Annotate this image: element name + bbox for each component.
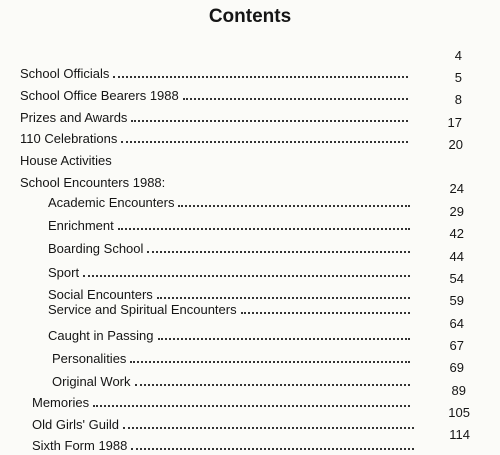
dot-leader <box>135 384 410 386</box>
toc-entry-caught-in-passing <box>48 325 410 343</box>
dot-leader <box>241 312 410 314</box>
entry-label: House Activities <box>20 153 112 168</box>
dot-leader <box>131 448 414 450</box>
entry-label: Service and Spiritual Encounters <box>48 302 237 317</box>
entry-label: Caught in Passing <box>48 328 154 343</box>
page-number: 8 <box>454 92 462 107</box>
toc-entry-110-celebrations <box>20 128 408 146</box>
toc-entry-house-activities <box>20 150 130 168</box>
dot-leader <box>113 76 408 78</box>
page-number: 54 <box>449 271 464 286</box>
page-number: 114 <box>449 427 470 442</box>
dot-leader <box>123 427 414 429</box>
entry-label: Enrichment <box>48 218 114 233</box>
page-number: 59 <box>449 293 464 308</box>
dot-leader <box>83 275 410 277</box>
toc-entry-academic-encounters <box>48 192 410 210</box>
toc-entry-sport <box>48 262 410 280</box>
dot-leader <box>118 228 410 230</box>
entry-label: Sixth Form 1988 <box>32 438 128 453</box>
entry-label: School Officials <box>20 66 110 81</box>
entry-label: 110 Celebrations <box>20 131 118 146</box>
dot-leader <box>121 141 408 143</box>
page-number: 89 <box>451 383 466 398</box>
toc-entry-old-girls-guild <box>32 414 414 432</box>
page-title: Contents <box>208 6 292 27</box>
entry-label: Academic Encounters <box>48 195 175 210</box>
toc-entry-memories <box>32 392 410 410</box>
dot-leader <box>131 120 408 122</box>
toc-entry-prizes-awards <box>20 107 408 125</box>
page-number: 64 <box>449 316 464 331</box>
page-number: 24 <box>449 181 464 196</box>
entry-label: Boarding School <box>48 241 144 256</box>
entry-label: School Encounters 1988: <box>20 175 166 190</box>
dot-leader <box>183 98 408 100</box>
dot-leader <box>178 205 410 207</box>
page-number: 17 <box>447 115 462 130</box>
page-number: 4 <box>454 48 462 63</box>
page-number: 67 <box>449 338 464 353</box>
page-number: 20 <box>448 137 463 152</box>
page-number: 69 <box>449 360 464 375</box>
toc-entry-enrichment <box>48 215 410 233</box>
dot-leader <box>93 405 410 407</box>
page-number: 5 <box>454 70 462 85</box>
entry-label: Sport <box>48 265 80 280</box>
entry-label: School Office Bearers 1988 <box>20 88 179 103</box>
toc-entry-personalities <box>52 348 410 366</box>
toc-entry-school-encounters <box>20 172 220 190</box>
dot-leader <box>147 251 410 253</box>
toc-entry-boarding-school <box>48 238 410 256</box>
toc-entry-school-officials <box>20 63 408 81</box>
dot-leader <box>130 361 410 363</box>
page-number: 44 <box>449 249 464 264</box>
entry-label: Social Encounters <box>48 287 153 302</box>
toc-entry-service-spiritual <box>48 299 410 317</box>
entry-label: Prizes and Awards <box>20 110 128 125</box>
entry-label: Personalities <box>52 351 127 366</box>
page-number: 42 <box>449 226 464 241</box>
toc-entry-school-office-bearers <box>20 85 408 103</box>
entry-label: Original Work <box>52 374 131 389</box>
entry-label: Memories <box>32 395 90 410</box>
dot-leader <box>158 338 410 340</box>
page-number: 29 <box>449 204 464 219</box>
toc-entry-original-work <box>52 371 410 389</box>
page-number: 105 <box>448 405 470 420</box>
toc-entry-sixth-form <box>32 435 414 453</box>
entry-label: Old Girls' Guild <box>32 417 120 432</box>
